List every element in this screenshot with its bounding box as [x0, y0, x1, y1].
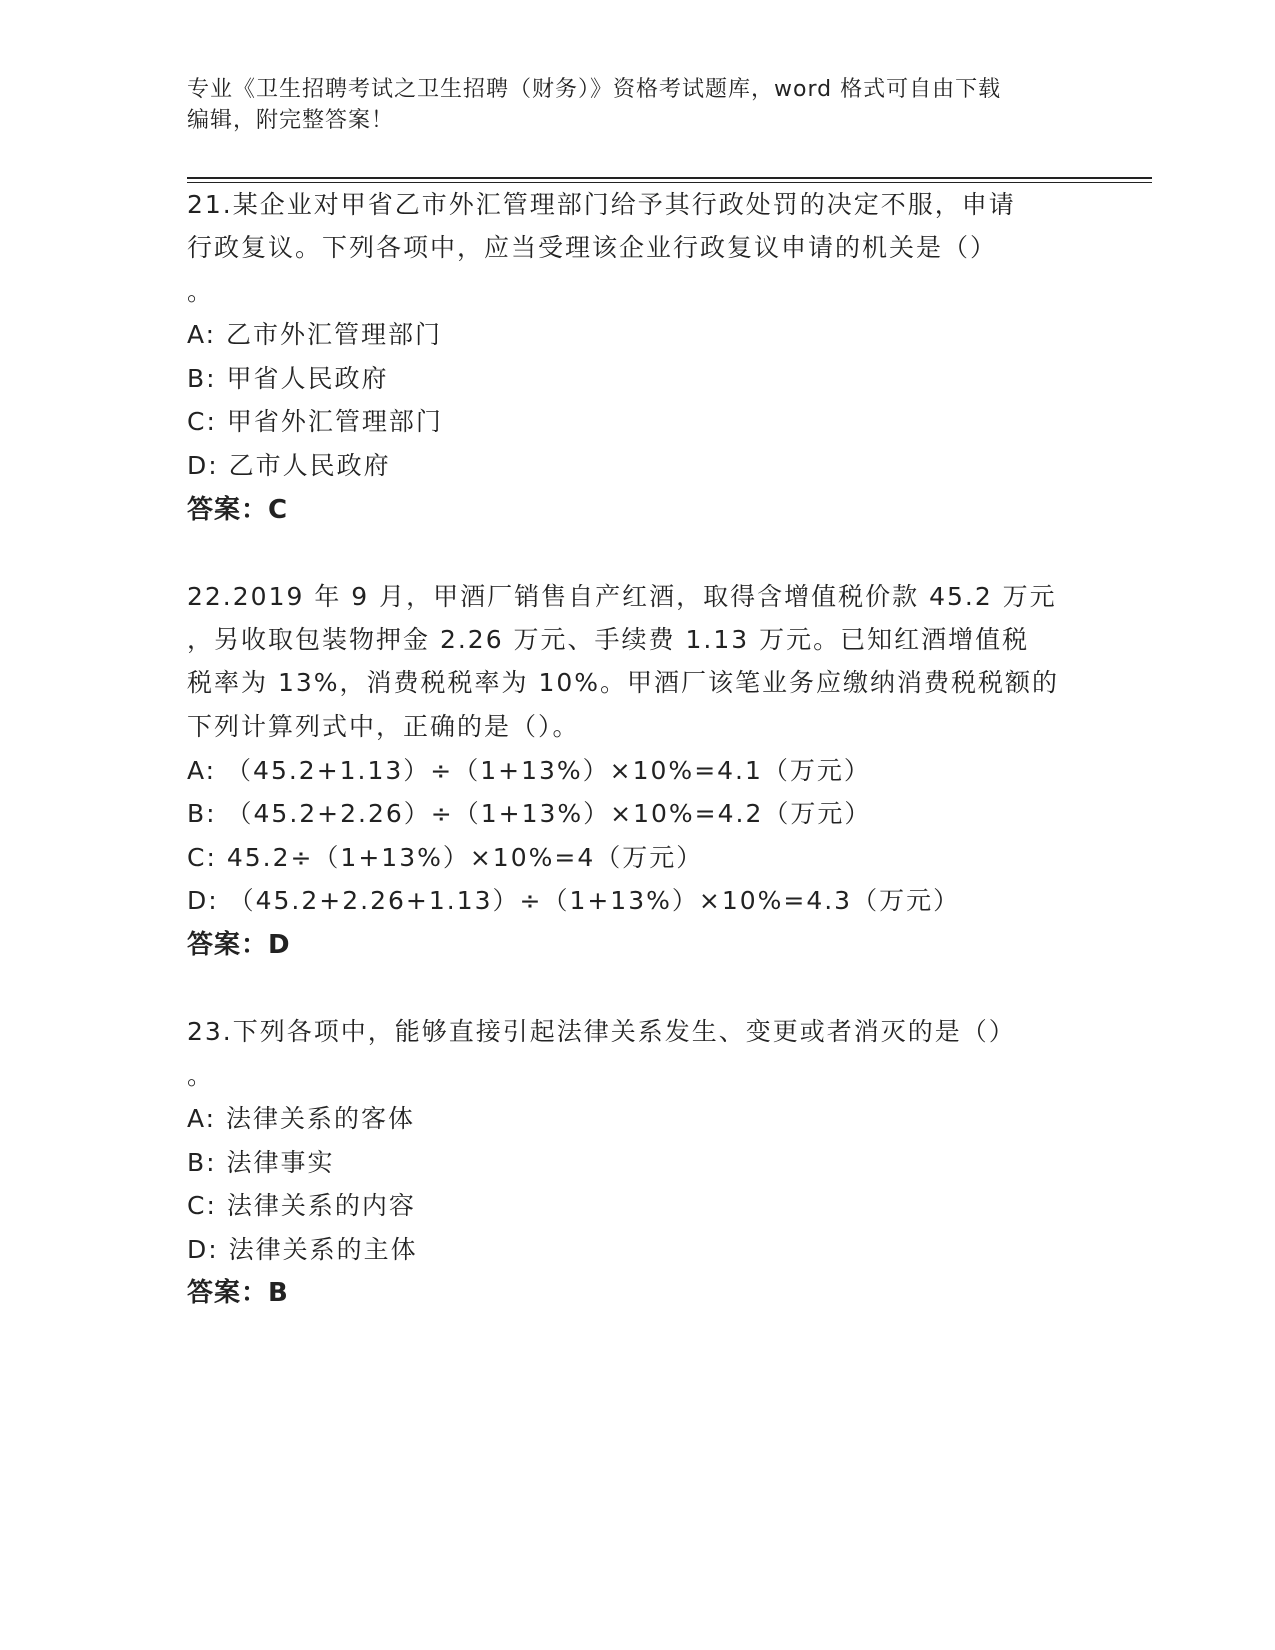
header-line-1: 专业《卫生招聘考试之卫生招聘（财务）》资格考试题库，word 格式可自由下载 [187, 77, 1002, 102]
question-stem-line: 行政复议。下列各项中，应当受理该企业行政复议申请的机关是（） [187, 233, 998, 262]
question-stem-line: 。 [187, 277, 215, 306]
answer-label: 答案：D [187, 930, 291, 960]
option-c: C: 45.2÷（1+13%）×10%=4（万元） [187, 843, 704, 872]
question-stem-line: 23.下列各项中，能够直接引起法律关系发生、变更或者消灭的是（） [187, 1017, 1016, 1046]
option-c: C: 法律关系的内容 [187, 1191, 416, 1220]
question-stem-line: 下列计算列式中，正确的是（）。 [187, 712, 580, 741]
question-stem-line: 。 [187, 1061, 215, 1090]
option-d: D: 乙市人民政府 [187, 451, 391, 480]
option-b: B: 甲省人民政府 [187, 364, 389, 393]
header-divider-thick [187, 177, 1152, 179]
document-header [187, 74, 1087, 136]
question-stem-line: 22.2019 年 9 月，甲酒厂销售自产红酒，取得含增值税价款 45.2 万元 [187, 582, 1057, 611]
option-d: D: （45.2+2.26+1.13）÷（1+13%）×10%=4.3（万元） [187, 886, 961, 915]
option-d: D: 法律关系的主体 [187, 1235, 418, 1264]
option-a: A: 乙市外汇管理部门 [187, 320, 443, 349]
question-stem-line: ，另收取包装物押金 2.26 万元、手续费 1.13 万元。已知红酒增值税 [187, 625, 1030, 654]
option-a: A: （45.2+1.13）÷（1+13%）×10%=4.1（万元） [187, 756, 871, 785]
option-a: A: 法律关系的客体 [187, 1104, 416, 1133]
question-stem-line: 21.某企业对甲省乙市外汇管理部门给予其行政处罚的决定不服，申请 [187, 190, 1016, 219]
header-line-2: 编辑，附完整答案！ [187, 108, 395, 133]
question-stem-line: 税率为 13%，消费税税率为 10%。甲酒厂该笔业务应缴纳消费税税额的 [187, 668, 1060, 697]
option-b: B: （45.2+2.26）÷（1+13%）×10%=4.2（万元） [187, 799, 872, 828]
answer-label: 答案：B [187, 1278, 289, 1308]
header-divider-thin [187, 182, 1152, 183]
answer-label: 答案：C [187, 495, 289, 525]
option-b: B: 法律事实 [187, 1148, 335, 1177]
option-c: C: 甲省外汇管理部门 [187, 407, 443, 436]
